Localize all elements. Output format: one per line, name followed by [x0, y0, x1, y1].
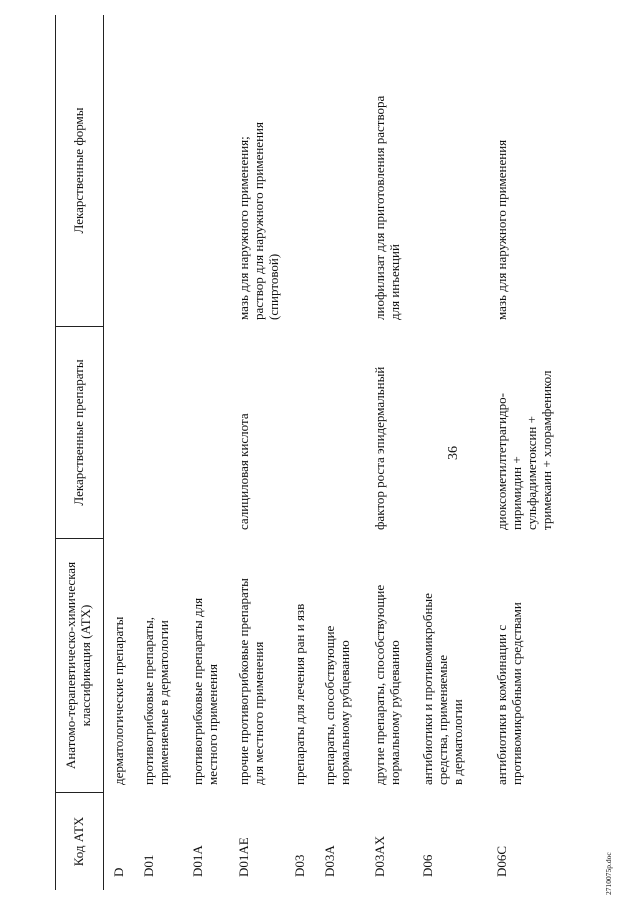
header-forms: Лекарственные формы — [71, 107, 86, 234]
row-classification: дерматологические препараты — [111, 616, 126, 785]
row-code: D06C — [494, 845, 509, 877]
row-forms: мазь для наружного применения; раствор для наружного применения (спиртовой) — [236, 122, 281, 320]
row-classification: противогрибковые препараты для местного применения — [190, 597, 220, 785]
row-drugs: салициловая кислота — [236, 413, 251, 530]
row-code: D01A — [190, 845, 205, 877]
header-classification: Анатомо-терапевтическо-химическая классификация (АТХ) — [63, 561, 93, 770]
row-code: D06 — [420, 854, 435, 877]
row-classification: препараты для лечения ран и язв — [292, 603, 307, 785]
document-code: 2710075р.doc — [604, 852, 613, 895]
row-code: D01 — [141, 854, 156, 877]
table-top-border — [55, 15, 56, 890]
row-classification: антибиотики в комбинации с противомикробными средствами — [494, 602, 524, 785]
row-code: D03 — [292, 854, 307, 877]
row-classification: препараты, способствующие нормальному рубцеванию — [322, 625, 352, 785]
row-code: D03AX — [372, 835, 387, 877]
row-classification: другие препараты, способствующие нормальному рубцеванию — [372, 584, 402, 785]
header-bottom-border — [103, 15, 104, 890]
row-classification: антибиотики и противомикробные средства, применяемые в дерматологии — [420, 593, 465, 785]
header-drugs: Лекарственные препараты — [71, 359, 86, 506]
header-code: Код АТХ — [71, 816, 86, 867]
row-code: D03A — [322, 845, 337, 877]
row-drugs: фактор роста эпидермальный — [372, 366, 387, 530]
row-forms: мазь для наружного применения — [494, 139, 509, 320]
row-forms: лиофилизат для приготовления раствора для инъекций — [372, 95, 402, 320]
row-drugs: диоксометилтетрагидро- пиримидин + сульфадиметоксин + тримекаин + хлорамфеникол — [494, 370, 554, 530]
row-classification: противогрибковые препараты, применяемые в дерматологии — [141, 617, 171, 785]
row-classification: прочие противогрибковые препараты для местного применения — [236, 578, 266, 785]
page-number: 36 — [446, 446, 461, 460]
row-code: D01AE — [236, 837, 251, 877]
row-code: D — [111, 867, 126, 877]
